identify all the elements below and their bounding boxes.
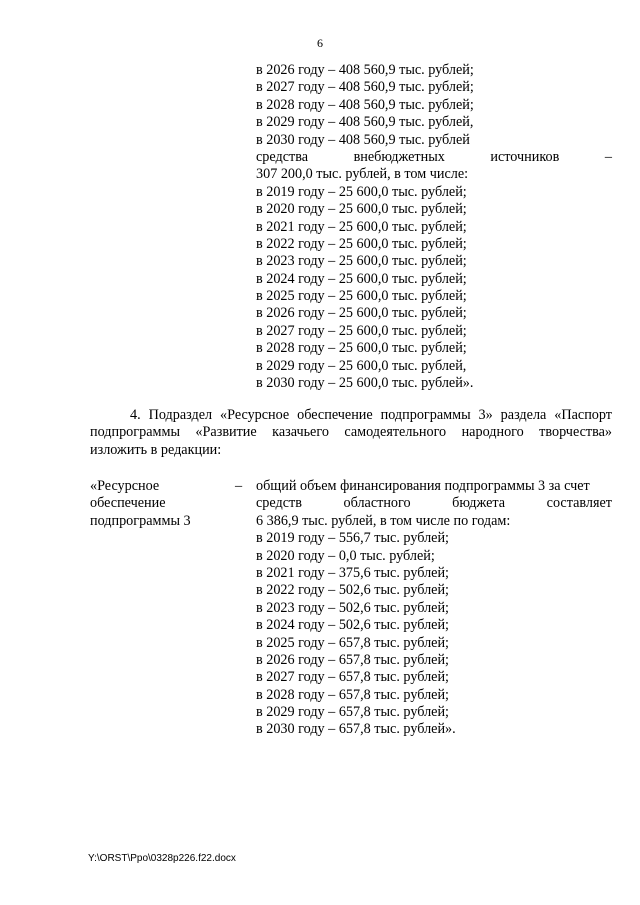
extra-budget-total: 307 200,0 тыс. рублей, в том числе: [256, 166, 469, 183]
file-path-footer: Y:\ORST\Ppo\0328p226.f22.docx [88, 853, 236, 864]
item-4-text: изложить в редакции: [90, 441, 222, 458]
funding-line: в 2029 году – 25 600,0 тыс. рублей, [256, 357, 467, 374]
resource-intro-line [256, 495, 612, 512]
funding-line: в 2030 году – 25 600,0 тыс. рублей». [256, 375, 474, 392]
resource-funding-line: в 2024 году – 502,6 тыс. рублей; [256, 617, 449, 634]
resource-intro-word: бюджета [452, 495, 506, 512]
resource-intro-line: общий объем финансирования подпрограммы 3 за счет [256, 478, 590, 494]
funding-line: в 2026 году – 25 600,0 тыс. рублей; [256, 305, 467, 322]
funding-line: в 2029 году – 408 560,9 тыс. рублей, [256, 114, 474, 131]
resource-intro-word: областного [343, 495, 411, 512]
funding-line: в 2025 году – 25 600,0 тыс. рублей; [256, 288, 467, 305]
item-4-text: 4. Подраздел «Ресурсное обеспечение подпрограммы 3» раздела «Паспорт [130, 407, 612, 423]
funding-block-continuation [256, 62, 612, 392]
funding-line: в 2026 году – 408 560,9 тыс. рублей; [256, 62, 474, 78]
extra-budget-word: средства [256, 148, 309, 165]
item-4-paragraph [90, 407, 612, 459]
resource-label-line: обеспечение [90, 495, 166, 512]
resource-intro-line: 6 386,9 тыс. рублей, в том числе по годам: [256, 512, 511, 529]
page-number: 6 [317, 36, 323, 50]
resource-funding-line: в 2022 году – 502,6 тыс. рублей; [256, 582, 449, 599]
extra-budget-word: источников [490, 148, 560, 165]
item-4-text: подпрограммы «Развитие казачьего самодеятельного народного творчества» [90, 424, 612, 441]
funding-line: в 2019 году – 25 600,0 тыс. рублей; [256, 183, 467, 200]
extra-budget-word: внебюджетных [353, 148, 445, 165]
funding-line: в 2027 году – 408 560,9 тыс. рублей; [256, 79, 474, 96]
funding-line: в 2027 году – 25 600,0 тыс. рублей; [256, 322, 467, 339]
resource-label [90, 478, 230, 530]
item-4-line [90, 407, 612, 424]
resource-funding-line: в 2021 году – 375,6 тыс. рублей; [256, 564, 449, 581]
resource-funding-line: в 2023 году – 502,6 тыс. рублей; [256, 599, 449, 616]
resource-funding-line: в 2029 году – 657,8 тыс. рублей; [256, 704, 449, 721]
funding-line: в 2023 году – 25 600,0 тыс. рублей; [256, 253, 467, 270]
resource-label-line: «Ресурсное [90, 478, 160, 494]
resource-funding-line: в 2027 году – 657,8 тыс. рублей; [256, 669, 449, 686]
resource-intro-word: средств [256, 495, 302, 512]
funding-line: в 2021 году – 25 600,0 тыс. рублей; [256, 218, 467, 235]
funding-line: в 2028 году – 25 600,0 тыс. рублей; [256, 340, 467, 357]
funding-line: в 2030 году – 408 560,9 тыс. рублей [256, 131, 470, 148]
resource-funding-line: в 2020 году – 0,0 тыс. рублей; [256, 547, 435, 564]
resource-dash: – [235, 478, 243, 494]
resource-intro-word: составляет [546, 495, 612, 512]
resource-funding-block [256, 478, 612, 739]
funding-line: в 2028 году – 408 560,9 тыс. рублей; [256, 96, 474, 113]
funding-line: в 2020 году – 25 600,0 тыс. рублей; [256, 201, 467, 218]
extra-budget-heading [256, 149, 612, 166]
resource-label-line: подпрограммы 3 [90, 512, 191, 529]
item-4-line [90, 424, 612, 441]
resource-funding-line: в 2030 году – 657,8 тыс. рублей». [256, 721, 456, 738]
resource-funding-line: в 2025 году – 657,8 тыс. рублей; [256, 634, 449, 651]
resource-funding-line: в 2028 году – 657,8 тыс. рублей; [256, 686, 449, 703]
resource-funding-line: в 2026 году – 657,8 тыс. рублей; [256, 651, 449, 668]
funding-line: в 2024 году – 25 600,0 тыс. рублей; [256, 270, 467, 287]
extra-budget-dash: – [604, 148, 612, 165]
funding-line: в 2022 году – 25 600,0 тыс. рублей; [256, 235, 467, 252]
resource-funding-line: в 2019 году – 556,7 тыс. рублей; [256, 530, 449, 547]
